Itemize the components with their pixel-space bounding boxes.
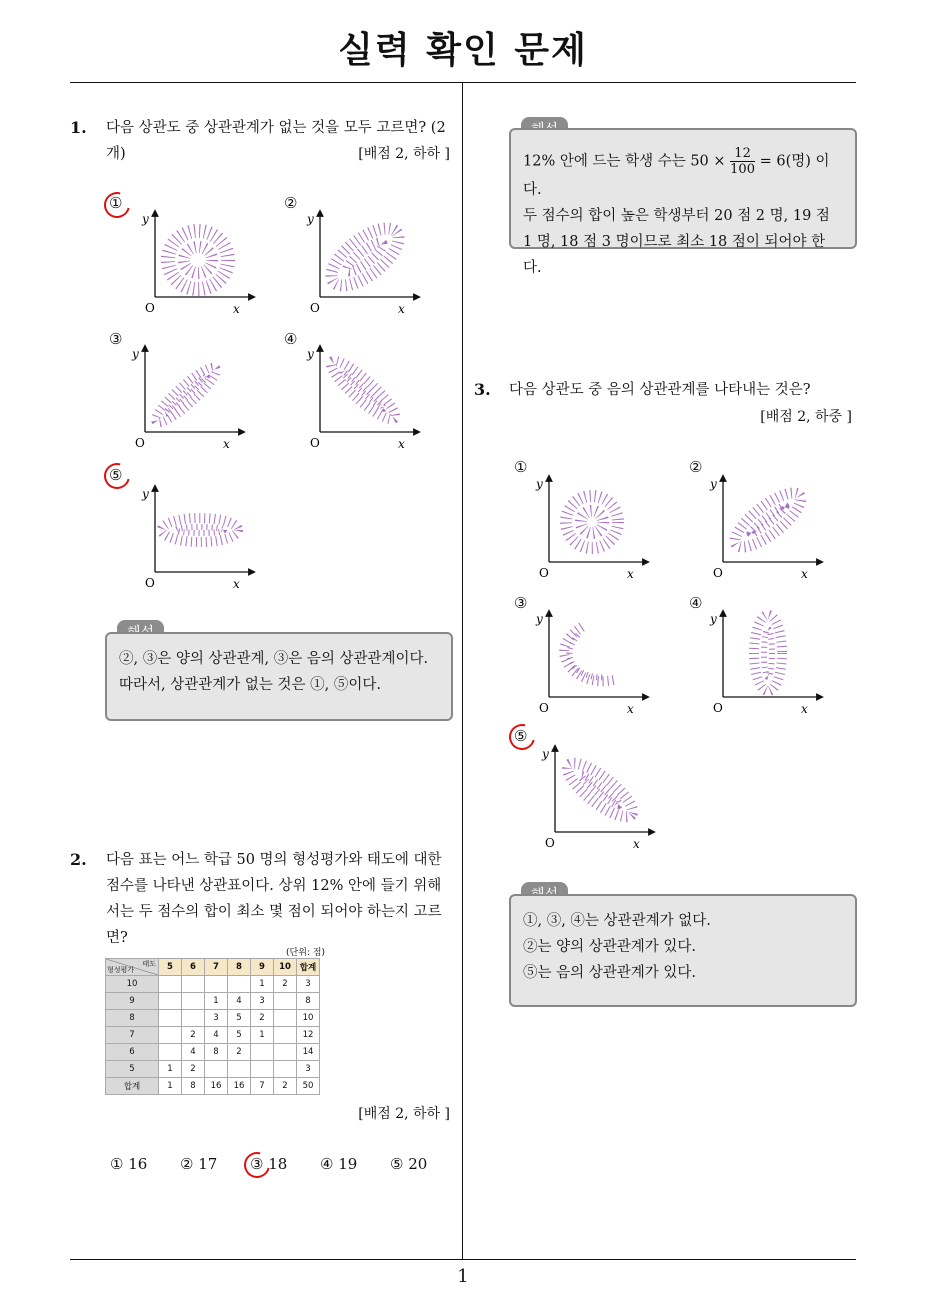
q2-explain-line3: 1 명, 18 점 3 명이므로 최소 18 점이 되어야 한다.: [523, 234, 826, 276]
q3-p3-origin: O: [539, 701, 549, 715]
q1-mark-1: [99, 187, 135, 223]
table-cell: 1: [205, 993, 228, 1010]
table-cell: [274, 1061, 297, 1078]
table-cell: 14: [297, 1044, 320, 1061]
q1-p1-origin: O: [145, 301, 155, 315]
table-cell: 2: [251, 1010, 274, 1027]
q2-choice-2[interactable]: ② 17: [180, 1155, 218, 1173]
table-cell: 1: [159, 1061, 182, 1078]
page-title: 실력 확인 문제: [338, 30, 588, 71]
q3-p1-y-label: y: [536, 477, 543, 491]
table-cell: [274, 1010, 297, 1027]
table-cell: 2: [182, 1027, 205, 1044]
q1-plot-5: [140, 480, 260, 595]
table-cell: [205, 976, 228, 993]
q2-explain-line2: 두 점수의 합이 높은 학생부터 20 점 2 명, 19 점: [523, 208, 830, 224]
q2-score: [배점 2, 하하 ]: [358, 1106, 450, 1122]
q3-p2-y-label: y: [710, 477, 717, 491]
q1-plot-3: [130, 340, 250, 455]
q1-p2-origin: O: [310, 301, 320, 315]
table-cell: 1: [251, 1027, 274, 1044]
q3-p4-y-label: y: [710, 612, 717, 626]
q1-plot-1: [140, 205, 260, 320]
table-row-header: 6: [106, 1044, 159, 1061]
q2-choice-4[interactable]: ④ 19: [320, 1155, 358, 1173]
table-cell: [182, 976, 205, 993]
q2-choice-3[interactable]: ③ 18: [250, 1155, 288, 1173]
q1-p5-y-label: y: [142, 487, 149, 501]
q2-explain-line1: [523, 146, 843, 203]
q3-p1-x-label: x: [627, 567, 634, 581]
q2-explain-line1-pre: 12% 안에 드는 학생 수는 50 ×: [523, 153, 726, 170]
q1-choice-3[interactable]: ③: [109, 330, 123, 348]
q3-number: 3.: [474, 380, 491, 399]
q2-text-line3: 서는 두 점수의 합이 최소 몇 점이 되어야 하는지 고르: [106, 904, 442, 920]
q3-p2-x-label: x: [801, 567, 808, 581]
q1-explain-line1: ②, ③은 양의 상관관계, ③은 음의 상관관계이다.: [119, 651, 429, 667]
q3-plot-2: [708, 470, 828, 585]
table-cell: 5: [228, 1027, 251, 1044]
table-row: [106, 1078, 320, 1095]
top-rule: [70, 82, 856, 83]
q1-text-line1: 다음 상관도 중 상관관계가 없는 것을 모두 고르면? (2: [106, 120, 446, 136]
table-row: [106, 993, 320, 1010]
q1-p3-y-label: y: [132, 347, 139, 361]
table-cell: [159, 1010, 182, 1027]
table-col-header: 6: [182, 959, 205, 976]
q3-p5-x-label: x: [633, 837, 640, 851]
table-cell: 8: [205, 1044, 228, 1061]
q3-score: [배점 2, 하중 ]: [760, 409, 852, 425]
q1-p3-origin: O: [135, 436, 145, 450]
q3-choice-1[interactable]: ①: [514, 458, 528, 476]
table-col-header: 5: [159, 959, 182, 976]
q3-p3-y-label: y: [536, 612, 543, 626]
q2-explain-line1-post: = 6(명) 이다.: [523, 153, 830, 198]
table-corner: [106, 959, 159, 976]
q2-explain-fraction: [730, 146, 755, 177]
frac-numerator: 12: [730, 146, 755, 162]
q2-table-unit: (단위: 점): [286, 948, 325, 958]
table-row: [106, 976, 320, 993]
q3-plot-1: [534, 470, 654, 585]
q2-text-line1: 다음 표는 어느 학급 50 명의 형성평가와 태도에 대한: [106, 852, 442, 868]
q1-p3-x-label: x: [223, 437, 230, 451]
table-cell: [251, 1044, 274, 1061]
q1-mark-5: [99, 458, 135, 494]
q3-p5-origin: O: [545, 836, 555, 850]
q2-correlation-table: [105, 958, 320, 1095]
q1-choice-1[interactable]: ①: [109, 194, 123, 212]
table-row-header: 합계: [106, 1078, 159, 1095]
table-cell: 2: [274, 976, 297, 993]
q3-explain-line2: ②는 양의 상관관계가 있다.: [523, 939, 697, 955]
q2-choice-1[interactable]: ① 16: [110, 1155, 148, 1173]
table-col-header: 9: [251, 959, 274, 976]
table-cell: 3: [205, 1010, 228, 1027]
table-row-header: 5: [106, 1061, 159, 1078]
table-col-header: 합계: [297, 959, 320, 976]
q3-plot-4: [708, 605, 828, 720]
q3-explain-line3: ⑤는 음의 상관관계가 있다.: [523, 965, 697, 981]
table-cell: [205, 1061, 228, 1078]
table-cell: [274, 993, 297, 1010]
q2-text: [106, 847, 456, 951]
corner-bottom-label: 형성평가: [107, 966, 135, 974]
q3-mark-5: [504, 719, 540, 755]
q3-explain-line1: ①, ③, ④는 상관관계가 없다.: [523, 913, 711, 929]
q3-explain-box: [509, 894, 857, 1007]
q1-p4-y-label: y: [307, 347, 314, 361]
table-cell: 50: [297, 1078, 320, 1095]
table-row-header: 9: [106, 993, 159, 1010]
q3-p4-x-label: x: [801, 702, 808, 716]
table-cell: 2: [274, 1078, 297, 1095]
q1-explain-box: [105, 632, 453, 721]
q1-explain-line2: 따라서, 상관관계가 없는 것은 ①, ⑤이다.: [119, 677, 381, 693]
q1-text-line2: 개): [106, 146, 126, 162]
table-cell: 7: [251, 1078, 274, 1095]
q1-plot-2: [305, 205, 425, 320]
table-body: [106, 976, 320, 1095]
table-cell: 1: [159, 1078, 182, 1095]
q2-mark-3: [239, 1147, 275, 1183]
table-cell: 2: [182, 1061, 205, 1078]
table-cell: 16: [205, 1078, 228, 1095]
q1-p2-y-label: y: [307, 212, 314, 226]
q3-p1-origin: O: [539, 566, 549, 580]
table-cell: [159, 993, 182, 1010]
table-cell: 5: [228, 1010, 251, 1027]
table-cell: 4: [182, 1044, 205, 1061]
table-cell: 3: [297, 976, 320, 993]
table-row: [106, 1010, 320, 1027]
q2-text-line4: 면?: [106, 930, 128, 946]
q1-choice-2[interactable]: ②: [284, 194, 298, 212]
q3-p2-origin: O: [713, 566, 723, 580]
table-col-header: 8: [228, 959, 251, 976]
q3-plot-3: [534, 605, 654, 720]
q1-score: [배점 2, 하하 ]: [358, 146, 450, 162]
q3-plot-5: [540, 740, 660, 855]
q1-choice-4[interactable]: ④: [284, 330, 298, 348]
table-cell: [182, 1010, 205, 1027]
column-divider: [462, 82, 463, 1259]
table-cell: 10: [297, 1010, 320, 1027]
table-cell: 4: [228, 993, 251, 1010]
corner-top-label: 태도: [142, 960, 156, 968]
q1-p1-x-label: x: [233, 302, 240, 316]
q1-p4-origin: O: [310, 436, 320, 450]
q3-choice-4[interactable]: ④: [689, 594, 703, 612]
q3-p3-x-label: x: [627, 702, 634, 716]
table-cell: 16: [228, 1078, 251, 1095]
table-cell: 3: [297, 1061, 320, 1078]
q3-text: 다음 상관도 중 음의 상관관계를 나타내는 것은?: [509, 382, 811, 398]
table-row: [106, 1044, 320, 1061]
q3-p5-y-label: y: [542, 747, 549, 761]
table-cell: 8: [182, 1078, 205, 1095]
q1-p4-x-label: x: [398, 437, 405, 451]
table-cell: [274, 1027, 297, 1044]
table-cell: [228, 1061, 251, 1078]
bottom-rule: [70, 1259, 856, 1260]
frac-denominator: 100: [730, 162, 755, 177]
table-cell: [159, 1027, 182, 1044]
table-cell: 3: [251, 993, 274, 1010]
q3-choice-2[interactable]: ②: [689, 458, 703, 476]
table-cell: 12: [297, 1027, 320, 1044]
q3-p4-origin: O: [713, 701, 723, 715]
q2-choice-5[interactable]: ⑤ 20: [390, 1155, 428, 1173]
table-cell: 1: [251, 976, 274, 993]
table-cell: [251, 1061, 274, 1078]
table-cell: 2: [228, 1044, 251, 1061]
table-row: [106, 1027, 320, 1044]
q2-number: 2.: [70, 850, 87, 869]
table-cell: 4: [205, 1027, 228, 1044]
table-cell: [182, 993, 205, 1010]
q3-choice-3[interactable]: ③: [514, 594, 528, 612]
q2-text-line2: 점수를 나타낸 상관표이다. 상위 12% 안에 들기 위해: [106, 878, 442, 894]
q1-p5-x-label: x: [233, 577, 240, 591]
table-row-header: 8: [106, 1010, 159, 1027]
q3-choice-5[interactable]: ⑤: [514, 727, 528, 745]
q1-plot-4: [305, 340, 425, 455]
table-col-header: 7: [205, 959, 228, 976]
q1-choice-5[interactable]: ⑤: [109, 466, 123, 484]
table-row-header: 10: [106, 976, 159, 993]
q2-explain-box: [509, 128, 857, 276]
table-cell: [274, 1044, 297, 1061]
q1-p2-x-label: x: [398, 302, 405, 316]
table-cell: [159, 976, 182, 993]
q1-number: 1.: [70, 118, 87, 137]
table-row-header: 7: [106, 1027, 159, 1044]
table-cell: 8: [297, 993, 320, 1010]
table-cell: [228, 976, 251, 993]
table-col-header: 10: [274, 959, 297, 976]
table-cell: [159, 1044, 182, 1061]
page-number: 1: [457, 1266, 469, 1287]
q1-p1-y-label: y: [142, 212, 149, 226]
q1-p5-origin: O: [145, 576, 155, 590]
table-row: [106, 1061, 320, 1078]
